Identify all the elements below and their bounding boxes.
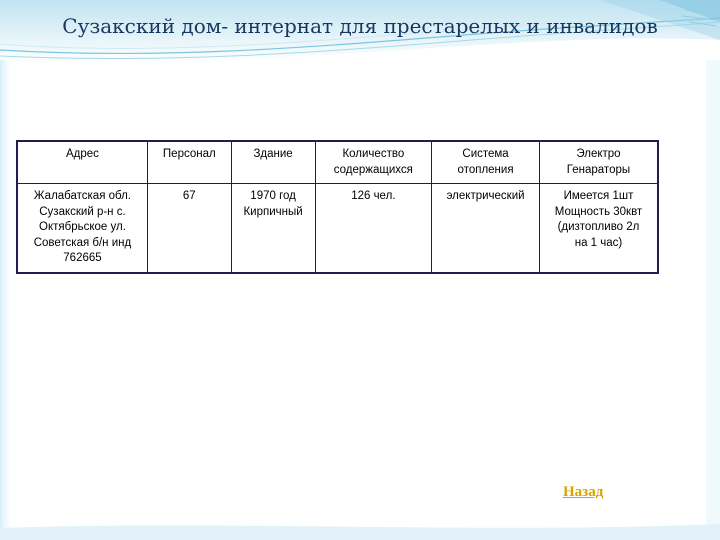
table-row (17, 184, 658, 273)
back-link[interactable]: Назад (563, 484, 604, 500)
header-residents: Количество содержащихся (315, 141, 432, 184)
cell-building: 1970 год Кирпичный (231, 184, 315, 273)
info-table (16, 140, 659, 274)
cell-residents: 126 чел. (315, 184, 432, 273)
table-header-row (17, 141, 658, 184)
cell-heating: электрический (432, 184, 540, 273)
header-heating: Система отопления (432, 141, 540, 184)
cell-staff: 67 (147, 184, 231, 273)
cell-generators: Имеется 1шт Мощность 30квт (дизтопливо 2л на 1 час) (539, 184, 658, 273)
header-generators: Электро Генараторы (539, 141, 658, 184)
header-building: Здание (231, 141, 315, 184)
header-staff: Персонал (147, 141, 231, 184)
slide-title: Сузакский дом- интернат для престарелых и инвалидов (62, 14, 658, 38)
header-address: Адрес (17, 141, 147, 184)
cell-address: Жалабатская обл. Сузакский р-н с. Октябрьское ул. Советская б/н инд 762665 (17, 184, 147, 273)
